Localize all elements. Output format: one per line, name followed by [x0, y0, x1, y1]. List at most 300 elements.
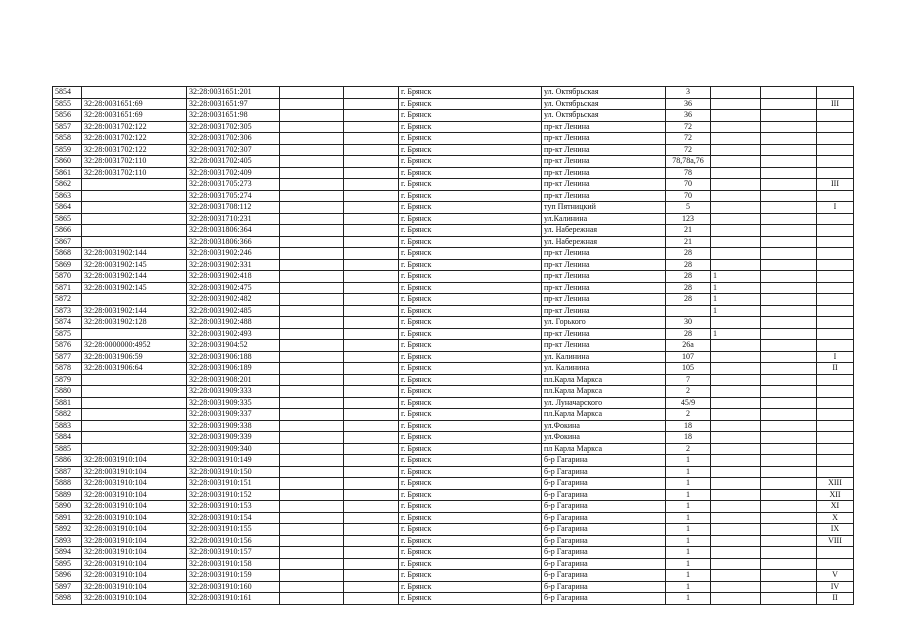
blank-cell-cell	[280, 144, 344, 156]
street-cell: б-р Гагарина	[542, 547, 666, 559]
mark-cell	[711, 593, 761, 605]
parent-cadastral-number-cell	[82, 236, 187, 248]
house-number-cell: 2	[666, 386, 711, 398]
street-cell: пр-кт Ленина	[542, 282, 666, 294]
house-number-cell: 5	[666, 202, 711, 214]
cadastral-number-cell: 32:28:0031909:335	[187, 397, 280, 409]
blank-cell-cell	[280, 305, 344, 317]
parent-cadastral-number-cell: 32:28:0031702:122	[82, 133, 187, 145]
house-number-cell: 28	[666, 282, 711, 294]
house-number-cell: 28	[666, 328, 711, 340]
parent-cadastral-number-cell	[82, 409, 187, 421]
table-row	[53, 110, 854, 122]
blank-cell-cell	[761, 397, 817, 409]
blank-cell-cell	[280, 581, 344, 593]
street-cell: ул. Горького	[542, 317, 666, 329]
row-number-cell: 5890	[53, 501, 82, 513]
blank-cell-cell	[761, 328, 817, 340]
mark-cell	[711, 409, 761, 421]
cadastral-number-cell: 32:28:0031910:149	[187, 455, 280, 467]
row-number-cell: 5855	[53, 98, 82, 110]
table-row	[53, 98, 854, 110]
room-number-cell	[817, 121, 854, 133]
cadastral-number-cell: 32:28:0031910:151	[187, 478, 280, 490]
room-number-cell: IX	[817, 524, 854, 536]
mark-cell	[711, 87, 761, 99]
cadastral-number-cell: 32:28:0031902:485	[187, 305, 280, 317]
row-number-cell: 5888	[53, 478, 82, 490]
parent-cadastral-number-cell: 32:28:0031906:64	[82, 363, 187, 375]
room-number-cell: III	[817, 179, 854, 191]
street-cell: б-р Гагарина	[542, 466, 666, 478]
room-number-cell	[817, 420, 854, 432]
blank-cell-cell	[761, 167, 817, 179]
street-cell: ул. Набережная	[542, 225, 666, 237]
city-cell: г. Брянск	[399, 501, 542, 513]
house-number-cell: 1	[666, 581, 711, 593]
house-number-cell: 123	[666, 213, 711, 225]
cadastral-number-cell: 32:28:0031902:488	[187, 317, 280, 329]
room-number-cell	[817, 443, 854, 455]
cadastral-number-cell: 32:28:0031904:52	[187, 340, 280, 352]
blank-cell-cell	[761, 133, 817, 145]
street-cell: пр-кт Ленина	[542, 305, 666, 317]
parent-cadastral-number-cell: 32:28:0031910:104	[82, 558, 187, 570]
street-cell: б-р Гагарина	[542, 581, 666, 593]
mark-cell	[711, 581, 761, 593]
cadastral-number-cell: 32:28:0031806:364	[187, 225, 280, 237]
city-cell: г. Брянск	[399, 351, 542, 363]
table-row	[53, 294, 854, 306]
blank-cell-cell	[280, 179, 344, 191]
house-number-cell: 21	[666, 225, 711, 237]
row-number-cell: 5895	[53, 558, 82, 570]
street-cell: пл.Карла Маркса	[542, 409, 666, 421]
room-number-cell	[817, 87, 854, 99]
street-cell: ул. Калинина	[542, 363, 666, 375]
city-cell: г. Брянск	[399, 581, 542, 593]
table-row	[53, 271, 854, 283]
blank-cell-cell	[761, 489, 817, 501]
blank-cell-cell	[761, 512, 817, 524]
mark-cell	[711, 179, 761, 191]
cadastral-number-cell: 32:28:0031651:97	[187, 98, 280, 110]
row-number-cell: 5885	[53, 443, 82, 455]
table-row	[53, 443, 854, 455]
mark-cell	[711, 340, 761, 352]
blank-cell-cell	[280, 363, 344, 375]
street-cell: пр-кт Ленина	[542, 248, 666, 260]
cadastral-number-cell: 32:28:0031702:405	[187, 156, 280, 168]
room-number-cell: X	[817, 512, 854, 524]
row-number-cell: 5887	[53, 466, 82, 478]
house-number-cell: 28	[666, 271, 711, 283]
room-number-cell	[817, 294, 854, 306]
row-number-cell: 5868	[53, 248, 82, 260]
table-row	[53, 535, 854, 547]
cadastral-number-cell: 32:28:0031702:306	[187, 133, 280, 145]
blank-cell-cell	[761, 317, 817, 329]
mark-cell	[711, 374, 761, 386]
blank-cell-cell	[344, 535, 399, 547]
row-number-cell: 5880	[53, 386, 82, 398]
blank-cell-cell	[344, 317, 399, 329]
table-row	[53, 133, 854, 145]
blank-cell-cell	[344, 455, 399, 467]
city-cell: г. Брянск	[399, 340, 542, 352]
parent-cadastral-number-cell	[82, 443, 187, 455]
cadastral-number-cell: 32:28:0031902:418	[187, 271, 280, 283]
room-number-cell	[817, 547, 854, 559]
blank-cell-cell	[761, 466, 817, 478]
table-row	[53, 386, 854, 398]
city-cell: г. Брянск	[399, 271, 542, 283]
city-cell: г. Брянск	[399, 248, 542, 260]
mark-cell	[711, 259, 761, 271]
table-row	[53, 259, 854, 271]
cadastral-number-cell: 32:28:0031906:188	[187, 351, 280, 363]
blank-cell-cell	[761, 282, 817, 294]
room-number-cell: VIII	[817, 535, 854, 547]
street-cell: пр-кт Ленина	[542, 271, 666, 283]
row-number-cell: 5894	[53, 547, 82, 559]
city-cell: г. Брянск	[399, 420, 542, 432]
mark-cell: 1	[711, 282, 761, 294]
parent-cadastral-number-cell	[82, 374, 187, 386]
mark-cell	[711, 167, 761, 179]
cadastral-number-cell: 32:28:0031909:340	[187, 443, 280, 455]
blank-cell-cell	[761, 271, 817, 283]
city-cell: г. Брянск	[399, 282, 542, 294]
row-number-cell: 5874	[53, 317, 82, 329]
city-cell: г. Брянск	[399, 455, 542, 467]
street-cell: пр-кт Ленина	[542, 144, 666, 156]
registry-table	[52, 86, 854, 605]
street-cell: пр-кт Ленина	[542, 133, 666, 145]
room-number-cell: III	[817, 98, 854, 110]
table-row	[53, 501, 854, 513]
house-number-cell: 36	[666, 110, 711, 122]
street-cell: ул. Луначарского	[542, 397, 666, 409]
room-number-cell	[817, 133, 854, 145]
house-number-cell: 78,78а,76	[666, 156, 711, 168]
mark-cell	[711, 363, 761, 375]
row-number-cell: 5877	[53, 351, 82, 363]
room-number-cell	[817, 282, 854, 294]
blank-cell-cell	[280, 340, 344, 352]
blank-cell-cell	[344, 110, 399, 122]
city-cell: г. Брянск	[399, 294, 542, 306]
parent-cadastral-number-cell: 32:28:0031910:104	[82, 570, 187, 582]
blank-cell-cell	[280, 87, 344, 99]
row-number-cell: 5883	[53, 420, 82, 432]
blank-cell-cell	[344, 133, 399, 145]
blank-cell-cell	[280, 202, 344, 214]
house-number-cell: 1	[666, 547, 711, 559]
house-number-cell: 1	[666, 489, 711, 501]
blank-cell-cell	[344, 156, 399, 168]
blank-cell-cell	[761, 179, 817, 191]
row-number-cell: 5863	[53, 190, 82, 202]
city-cell: г. Брянск	[399, 213, 542, 225]
blank-cell-cell	[344, 420, 399, 432]
mark-cell	[711, 351, 761, 363]
parent-cadastral-number-cell	[82, 179, 187, 191]
mark-cell	[711, 455, 761, 467]
row-number-cell: 5854	[53, 87, 82, 99]
house-number-cell: 1	[666, 455, 711, 467]
parent-cadastral-number-cell: 32:28:0031910:104	[82, 581, 187, 593]
city-cell: г. Брянск	[399, 466, 542, 478]
blank-cell-cell	[761, 225, 817, 237]
room-number-cell	[817, 167, 854, 179]
blank-cell-cell	[761, 248, 817, 260]
house-number-cell: 107	[666, 351, 711, 363]
parent-cadastral-number-cell	[82, 328, 187, 340]
cadastral-number-cell: 32:28:0031910:159	[187, 570, 280, 582]
table-row	[53, 167, 854, 179]
blank-cell-cell	[280, 386, 344, 398]
street-cell: ул. Октябрьская	[542, 98, 666, 110]
room-number-cell	[817, 432, 854, 444]
house-number-cell: 7	[666, 374, 711, 386]
row-number-cell: 5867	[53, 236, 82, 248]
blank-cell-cell	[761, 87, 817, 99]
parent-cadastral-number-cell: 32:28:0031906:59	[82, 351, 187, 363]
table-row	[53, 156, 854, 168]
room-number-cell	[817, 259, 854, 271]
mark-cell	[711, 386, 761, 398]
row-number-cell: 5876	[53, 340, 82, 352]
room-number-cell: V	[817, 570, 854, 582]
blank-cell-cell	[344, 489, 399, 501]
street-cell: ул.Калинина	[542, 213, 666, 225]
house-number-cell: 28	[666, 259, 711, 271]
room-number-cell: II	[817, 363, 854, 375]
street-cell: ул.Фокина	[542, 420, 666, 432]
cadastral-number-cell: 32:28:0031651:201	[187, 87, 280, 99]
row-number-cell: 5858	[53, 133, 82, 145]
cadastral-number-cell: 32:28:0031908:201	[187, 374, 280, 386]
house-number-cell: 28	[666, 294, 711, 306]
table-row	[53, 236, 854, 248]
mark-cell	[711, 213, 761, 225]
mark-cell	[711, 202, 761, 214]
row-number-cell: 5892	[53, 524, 82, 536]
city-cell: г. Брянск	[399, 236, 542, 248]
blank-cell-cell	[344, 282, 399, 294]
street-cell: б-р Гагарина	[542, 558, 666, 570]
table-row	[53, 225, 854, 237]
room-number-cell: I	[817, 202, 854, 214]
blank-cell-cell	[761, 363, 817, 375]
cadastral-number-cell: 32:28:0031910:157	[187, 547, 280, 559]
cadastral-number-cell: 32:28:0031651:98	[187, 110, 280, 122]
city-cell: г. Брянск	[399, 363, 542, 375]
parent-cadastral-number-cell: 32:28:0031702:110	[82, 156, 187, 168]
city-cell: г. Брянск	[399, 386, 542, 398]
blank-cell-cell	[280, 110, 344, 122]
mark-cell	[711, 558, 761, 570]
cadastral-number-cell: 32:28:0031902:246	[187, 248, 280, 260]
room-number-cell: IV	[817, 581, 854, 593]
house-number-cell: 45/9	[666, 397, 711, 409]
street-cell: пл.Карла Маркса	[542, 386, 666, 398]
blank-cell-cell	[344, 340, 399, 352]
row-number-cell: 5857	[53, 121, 82, 133]
house-number-cell: 36	[666, 98, 711, 110]
blank-cell-cell	[761, 593, 817, 605]
blank-cell-cell	[761, 259, 817, 271]
blank-cell-cell	[761, 305, 817, 317]
table-row	[53, 317, 854, 329]
blank-cell-cell	[344, 478, 399, 490]
row-number-cell: 5882	[53, 409, 82, 421]
house-number-cell: 3	[666, 87, 711, 99]
mark-cell	[711, 443, 761, 455]
blank-cell-cell	[761, 110, 817, 122]
table-row	[53, 282, 854, 294]
table-body	[53, 87, 854, 605]
blank-cell-cell	[761, 236, 817, 248]
city-cell: г. Брянск	[399, 190, 542, 202]
parent-cadastral-number-cell	[82, 87, 187, 99]
room-number-cell	[817, 190, 854, 202]
city-cell: г. Брянск	[399, 593, 542, 605]
street-cell: пл Карла Маркса	[542, 443, 666, 455]
blank-cell-cell	[280, 547, 344, 559]
table-row	[53, 144, 854, 156]
blank-cell-cell	[344, 328, 399, 340]
blank-cell-cell	[761, 190, 817, 202]
room-number-cell	[817, 236, 854, 248]
blank-cell-cell	[280, 397, 344, 409]
parent-cadastral-number-cell: 32:28:0031910:104	[82, 478, 187, 490]
blank-cell-cell	[761, 455, 817, 467]
row-number-cell: 5881	[53, 397, 82, 409]
table-row	[53, 547, 854, 559]
room-number-cell	[817, 455, 854, 467]
room-number-cell	[817, 305, 854, 317]
room-number-cell: II	[817, 593, 854, 605]
cadastral-number-cell: 32:28:0031910:156	[187, 535, 280, 547]
parent-cadastral-number-cell	[82, 225, 187, 237]
city-cell: г. Брянск	[399, 225, 542, 237]
row-number-cell: 5862	[53, 179, 82, 191]
city-cell: г. Брянск	[399, 478, 542, 490]
blank-cell-cell	[761, 524, 817, 536]
cadastral-number-cell: 32:28:0031910:153	[187, 501, 280, 513]
street-cell: пр-кт Ленина	[542, 340, 666, 352]
blank-cell-cell	[280, 489, 344, 501]
blank-cell-cell	[344, 374, 399, 386]
parent-cadastral-number-cell: 32:28:0031910:104	[82, 593, 187, 605]
blank-cell-cell	[344, 144, 399, 156]
blank-cell-cell	[761, 213, 817, 225]
parent-cadastral-number-cell: 32:28:0031902:144	[82, 305, 187, 317]
blank-cell-cell	[280, 524, 344, 536]
room-number-cell	[817, 144, 854, 156]
table-row	[53, 478, 854, 490]
parent-cadastral-number-cell	[82, 397, 187, 409]
city-cell: г. Брянск	[399, 133, 542, 145]
parent-cadastral-number-cell: 32:28:0031910:104	[82, 489, 187, 501]
row-number-cell: 5859	[53, 144, 82, 156]
parent-cadastral-number-cell	[82, 213, 187, 225]
city-cell: г. Брянск	[399, 259, 542, 271]
table-row	[53, 213, 854, 225]
mark-cell	[711, 547, 761, 559]
city-cell: г. Брянск	[399, 305, 542, 317]
room-number-cell	[817, 271, 854, 283]
parent-cadastral-number-cell: 32:28:0031651:69	[82, 98, 187, 110]
cadastral-number-cell: 32:28:0031902:475	[187, 282, 280, 294]
blank-cell-cell	[761, 535, 817, 547]
row-number-cell: 5873	[53, 305, 82, 317]
blank-cell-cell	[344, 581, 399, 593]
blank-cell-cell	[761, 294, 817, 306]
table-row	[53, 248, 854, 260]
row-number-cell: 5878	[53, 363, 82, 375]
street-cell: пл.Карла Маркса	[542, 374, 666, 386]
house-number-cell: 1	[666, 570, 711, 582]
blank-cell-cell	[280, 351, 344, 363]
blank-cell-cell	[280, 156, 344, 168]
table-row	[53, 179, 854, 191]
blank-cell-cell	[344, 351, 399, 363]
house-number-cell: 72	[666, 133, 711, 145]
blank-cell-cell	[344, 190, 399, 202]
room-number-cell: XII	[817, 489, 854, 501]
house-number-cell: 105	[666, 363, 711, 375]
cadastral-number-cell: 32:28:0031909:337	[187, 409, 280, 421]
parent-cadastral-number-cell: 32:28:0031902:145	[82, 259, 187, 271]
row-number-cell: 5860	[53, 156, 82, 168]
mark-cell	[711, 248, 761, 260]
table-row	[53, 351, 854, 363]
house-number-cell: 2	[666, 443, 711, 455]
blank-cell-cell	[761, 144, 817, 156]
mark-cell	[711, 190, 761, 202]
cadastral-number-cell: 32:28:0031702:305	[187, 121, 280, 133]
row-number-cell: 5893	[53, 535, 82, 547]
blank-cell-cell	[280, 236, 344, 248]
parent-cadastral-number-cell: 32:28:0031910:104	[82, 524, 187, 536]
house-number-cell: 21	[666, 236, 711, 248]
parent-cadastral-number-cell: 32:28:0031910:104	[82, 547, 187, 559]
parent-cadastral-number-cell	[82, 190, 187, 202]
blank-cell-cell	[344, 524, 399, 536]
blank-cell-cell	[280, 98, 344, 110]
house-number-cell: 1	[666, 558, 711, 570]
blank-cell-cell	[280, 512, 344, 524]
room-number-cell	[817, 374, 854, 386]
city-cell: г. Брянск	[399, 547, 542, 559]
blank-cell-cell	[344, 294, 399, 306]
mark-cell	[711, 524, 761, 536]
blank-cell-cell	[280, 167, 344, 179]
blank-cell-cell	[761, 386, 817, 398]
street-cell: б-р Гагарина	[542, 535, 666, 547]
city-cell: г. Брянск	[399, 512, 542, 524]
mark-cell	[711, 501, 761, 513]
parent-cadastral-number-cell: 32:28:0031702:122	[82, 144, 187, 156]
blank-cell-cell	[344, 179, 399, 191]
room-number-cell	[817, 248, 854, 260]
mark-cell	[711, 121, 761, 133]
city-cell: г. Брянск	[399, 558, 542, 570]
house-number-cell: 1	[666, 524, 711, 536]
